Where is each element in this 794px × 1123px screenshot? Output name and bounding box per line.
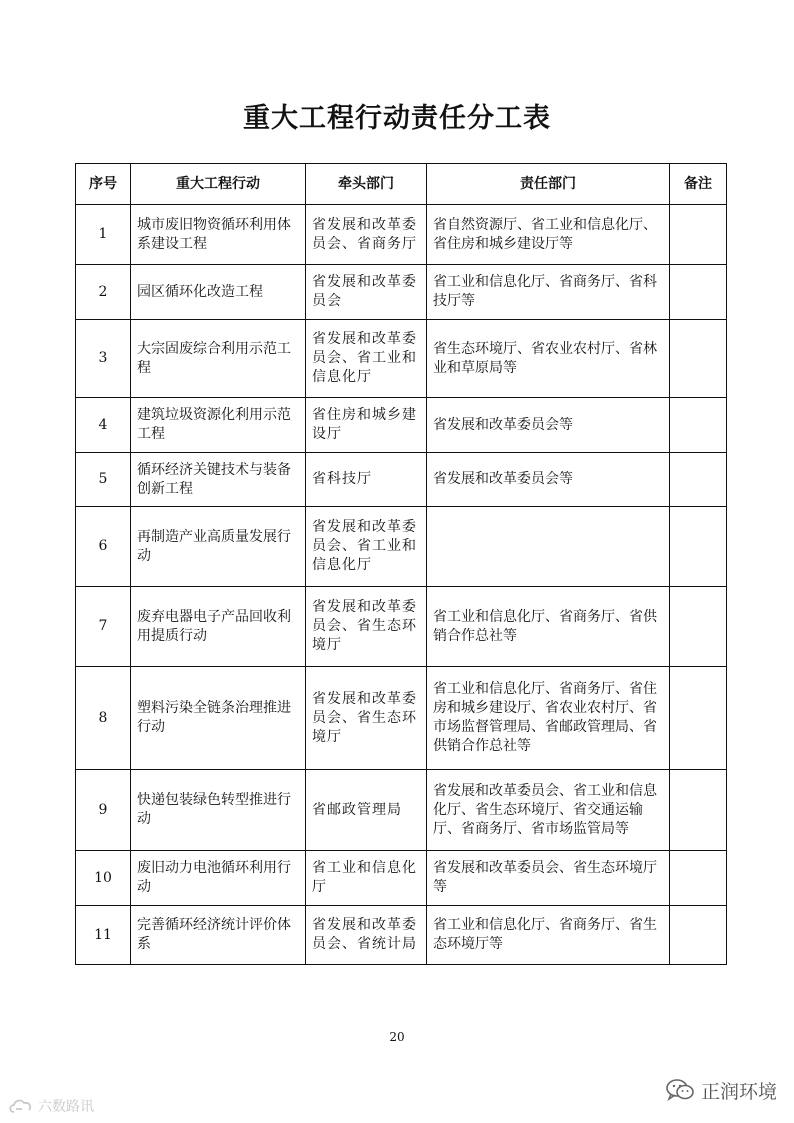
cloud-logo-icon: [8, 1097, 34, 1115]
responsible-departments: 省发展和改革委员会等: [427, 398, 670, 453]
table-row: [76, 667, 727, 770]
remarks-cell: [670, 320, 727, 398]
row-number: 3: [76, 320, 131, 398]
wechat-icon: [665, 1077, 695, 1103]
project-name: 完善循环经济统计评价体系: [131, 906, 306, 965]
row-number: 4: [76, 398, 131, 453]
lead-department: 省科技厅: [306, 453, 427, 507]
lead-department: 省邮政管理局: [306, 770, 427, 851]
remarks-cell: [670, 770, 727, 851]
watermark: [8, 1096, 94, 1116]
responsible-departments: 省发展和改革委员会、省生态环境厅等: [427, 851, 670, 906]
lead-department: 省发展和改革委员会、省工业和信息化厅: [306, 320, 427, 398]
responsibility-table: [75, 163, 727, 965]
row-number: 11: [76, 906, 131, 965]
responsible-departments: 省自然资源厅、省工业和信息化厅、省住房和城乡建设厅等: [427, 205, 670, 265]
project-name: 大宗固废综合利用示范工程: [131, 320, 306, 398]
table-row: [76, 320, 727, 398]
table-row: [76, 587, 727, 667]
row-number: 8: [76, 667, 131, 770]
row-number: 5: [76, 453, 131, 507]
responsible-departments: 省工业和信息化厅、省商务厅、省住房和城乡建设厅、省农业农村厅、省市场监督管理局、省邮政管理局、省供销合作总社等: [427, 667, 670, 770]
lead-department: 省发展和改革委员会、省工业和信息化厅: [306, 507, 427, 587]
responsible-departments: 省工业和信息化厅、省商务厅、省科技厅等: [427, 265, 670, 320]
remarks-cell: [670, 587, 727, 667]
remarks-cell: [670, 667, 727, 770]
lead-department: 省发展和改革委员会、省商务厅: [306, 205, 427, 265]
table-row: [76, 507, 727, 587]
table-row: [76, 398, 727, 453]
lead-department: 省发展和改革委员会、省生态环境厅: [306, 587, 427, 667]
responsible-departments: 省发展和改革委员会等: [427, 453, 670, 507]
project-name: 快递包装绿色转型推进行动: [131, 770, 306, 851]
header-project: 重大工程行动: [131, 164, 306, 205]
responsible-departments: 省生态环境厅、省农业农村厅、省林业和草原局等: [427, 320, 670, 398]
row-number: 9: [76, 770, 131, 851]
lead-department: 省发展和改革委员会、省生态环境厅: [306, 667, 427, 770]
row-number: 10: [76, 851, 131, 906]
header-remarks: 备注: [670, 164, 727, 205]
responsible-departments: 省工业和信息化厅、省商务厅、省供销合作总社等: [427, 587, 670, 667]
lead-department: 省发展和改革委员会、省统计局: [306, 906, 427, 965]
remarks-cell: [670, 906, 727, 965]
brand-name: 正润环境: [701, 1080, 778, 1103]
remarks-cell: [670, 851, 727, 906]
responsible-departments: 省工业和信息化厅、省商务厅、省生态环境厅等: [427, 906, 670, 965]
row-number: 1: [76, 205, 131, 265]
header-no: 序号: [76, 164, 131, 205]
project-name: 再制造产业高质量发展行动: [131, 507, 306, 587]
header-lead: 牵头部门: [306, 164, 427, 205]
project-name: 城市废旧物资循环利用体系建设工程: [131, 205, 306, 265]
lead-department: 省工业和信息化厅: [306, 851, 427, 906]
row-number: 6: [76, 507, 131, 587]
table-row: [76, 265, 727, 320]
remarks-cell: [670, 507, 727, 587]
table-row: [76, 205, 727, 265]
responsible-departments: [427, 507, 670, 587]
table-row: [76, 453, 727, 507]
document-title: 重大工程行动责任分工表: [243, 103, 551, 134]
row-number: 7: [76, 587, 131, 667]
project-name: 建筑垃圾资源化利用示范工程: [131, 398, 306, 453]
page-number: 20: [389, 1030, 405, 1044]
lead-department: 省发展和改革委员会: [306, 265, 427, 320]
table-header-row: [76, 164, 727, 205]
remarks-cell: [670, 265, 727, 320]
project-name: 塑料污染全链条治理推进行动: [131, 667, 306, 770]
remarks-cell: [670, 398, 727, 453]
row-number: 2: [76, 265, 131, 320]
project-name: 园区循环化改造工程: [131, 265, 306, 320]
table-row: [76, 906, 727, 965]
watermark-text: 六数路讯: [38, 1099, 94, 1115]
table-row: [76, 851, 727, 906]
lead-department: 省住房和城乡建设厅: [306, 398, 427, 453]
header-responsible: 责任部门: [427, 164, 670, 205]
project-name: 废旧动力电池循环利用行动: [131, 851, 306, 906]
remarks-cell: [670, 205, 727, 265]
project-name: 循环经济关键技术与装备创新工程: [131, 453, 306, 507]
remarks-cell: [670, 453, 727, 507]
responsible-departments: 省发展和改革委员会、省工业和信息化厅、省生态环境厅、省交通运输厅、省商务厅、省市场监管局等: [427, 770, 670, 851]
table-row: [76, 770, 727, 851]
brand-badge: [665, 1073, 777, 1107]
project-name: 废弃电器电子产品回收利用提质行动: [131, 587, 306, 667]
